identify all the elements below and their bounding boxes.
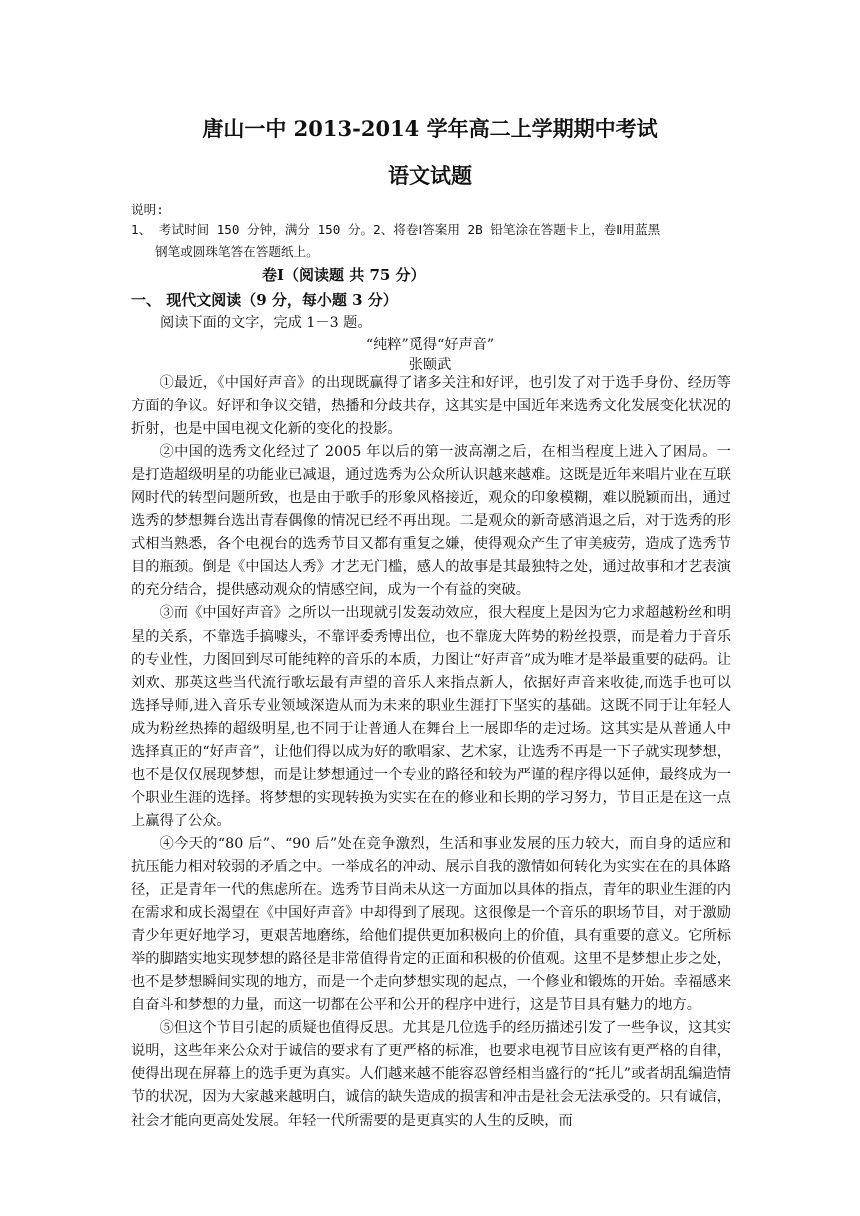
article-body bbox=[131, 372, 731, 1133]
reading-instruction: 阅读下面的文字，完成 1－3 题。 bbox=[160, 315, 372, 331]
article-title: “纯粹”觅得“好声音” bbox=[365, 337, 495, 353]
exam-title: 唐山一中 2013-2014 学年高二上学期期中考试 bbox=[202, 116, 658, 141]
notes-label: 说明: bbox=[131, 202, 164, 217]
section-heading: 一、 现代文阅读（9 分，每小题 3 分） bbox=[131, 291, 398, 309]
paragraph-3: ③而《中国好声音》之所以一出现就引发轰动效应，很大程度上是因为它力求超越粉丝和明星的关系，不靠选手搞噱头，不靠评委秀博出位，也不靠庞大阵势的粉丝投票，而是着力于音乐的专业性，力图回到尽可能纯粹的音乐的本质，力图让“好声音”成为唯才是举最重要的砝码。让刘欢、那英这些当代流行歌坛最有声望的音乐人来指点新人，依据好声音来收徒,而选手也可以选择导师,进入音乐专业领域深造从而为未来的职业生涯打下坚实的基础。这既不同于让年轻人成为粉丝热捧的超级明星,也不同于让普通人在舞台上一展即华的走过场。这其实是从普通人中选择真正的“好声音”，让他们得以成为好的歌唱家、艺术家，让选秀不再是一下子就实现梦想，也不是仅仅展现梦想，而是让梦想通过一个专业的路径和较为严谨的程序得以延伸，最终成为一个职业生涯的选择。将梦想的实现转换为实实在在的修业和长期的学习努力，节目正是在这一点上赢得了公众。 bbox=[131, 605, 731, 829]
volume-heading: 卷Ⅰ（阅读题 共 75 分） bbox=[262, 266, 426, 284]
notes-line-1: 1、 考试时间 150 分钟，满分 150 分。2、将卷Ⅰ答案用 2B 铅笔涂在答题卡上，卷Ⅱ用蓝黑 bbox=[131, 222, 661, 237]
paragraph-5: ⑤但这个节目引起的质疑也值得反思。尤其是几位选手的经历描述引发了一些争议，这其实说明，这些年来公众对于诚信的要求有了更严格的标准，也要求电视节目应该有更严格的自律，使得出现在屏幕上的选手更为真实。人们越来越不能容忍曾经相当盛行的“托儿”或者胡乱编造情节的状况，因为大家越来越明白，诚信的缺失造成的损害和冲击是社会无法承受的。只有诚信，社会才能向更高处发展。年轻一代所需要的是更真实的人生的反映，而 bbox=[131, 1020, 731, 1129]
article-author: 张颐武 bbox=[408, 357, 452, 373]
paragraph-2: ②中国的选秀文化经过了 2005 年以后的第一波高潮之后，在相当程度上进入了困局。一是打造超级明星的功能业已减退，通过选秀为公众所认识越来越难。这既是近年来唱片业在互联网时代的转型问题所致，也是由于歌手的形象风格接近，观众的印象模糊，难以脱颖而出，通过选秀的梦想舞台选出青春偶像的情况已经不再出现。二是观众的新奇感消退之后，对于选秀的形式相当熟悉，各个电视台的选秀节目又都有重复之嫌，使得观众产生了审美疲劳，造成了选秀节目的瓶颈。倒是《中国达人秀》才艺无门槛，感人的故事是其最独特之处，通过故事和才艺表演的充分结合，提供感动观众的情感空间，成为一个有益的突破。 bbox=[131, 444, 731, 599]
paragraph-1: ①最近，《中国好声音》的出现既赢得了诸多关注和好评，也引发了对于选手身份、经历等方面的争议。好评和争议交错，热播和分歧共存，这其实是中国近年来选秀文化发展变化状况的折射，也是中国电视文化新的变化的投影。 bbox=[131, 375, 731, 438]
exam-subtitle: 语文试题 bbox=[388, 163, 472, 188]
paragraph-4: ④今天的“80 后”、“90 后”处在竞争激烈，生活和事业发展的压力较大，而自身的适应和抗压能力相对较弱的矛盾之中。一举成名的冲动、展示自我的激情如何转化为实实在在的具体路径，正是青年一代的焦虑所在。选秀节目尚未从这一方面加以具体的指点，青年的职业生涯的内在需求和成长渴望在《中国好声音》中却得到了展现。这很像是一个音乐的职场节目，对于激励青少年更好地学习，更艰苦地磨练，给他们提供更加积极向上的价值，具有重要的意义。它所标举的脚踏实地实现梦想的路径是非常值得肯定的正面和积极的价值观。这里不是梦想止步之处，也不是梦想瞬间实现的地方，而是一个走向梦想实现的起点，一个修业和锻炼的开始。幸福感来自奋斗和梦想的力量，而这一切都在公平和公开的程序中进行，这是节目具有魅力的地方。 bbox=[131, 835, 731, 1014]
notes-line-2: 钢笔或圆珠笔答在答题纸上。 bbox=[155, 244, 319, 259]
